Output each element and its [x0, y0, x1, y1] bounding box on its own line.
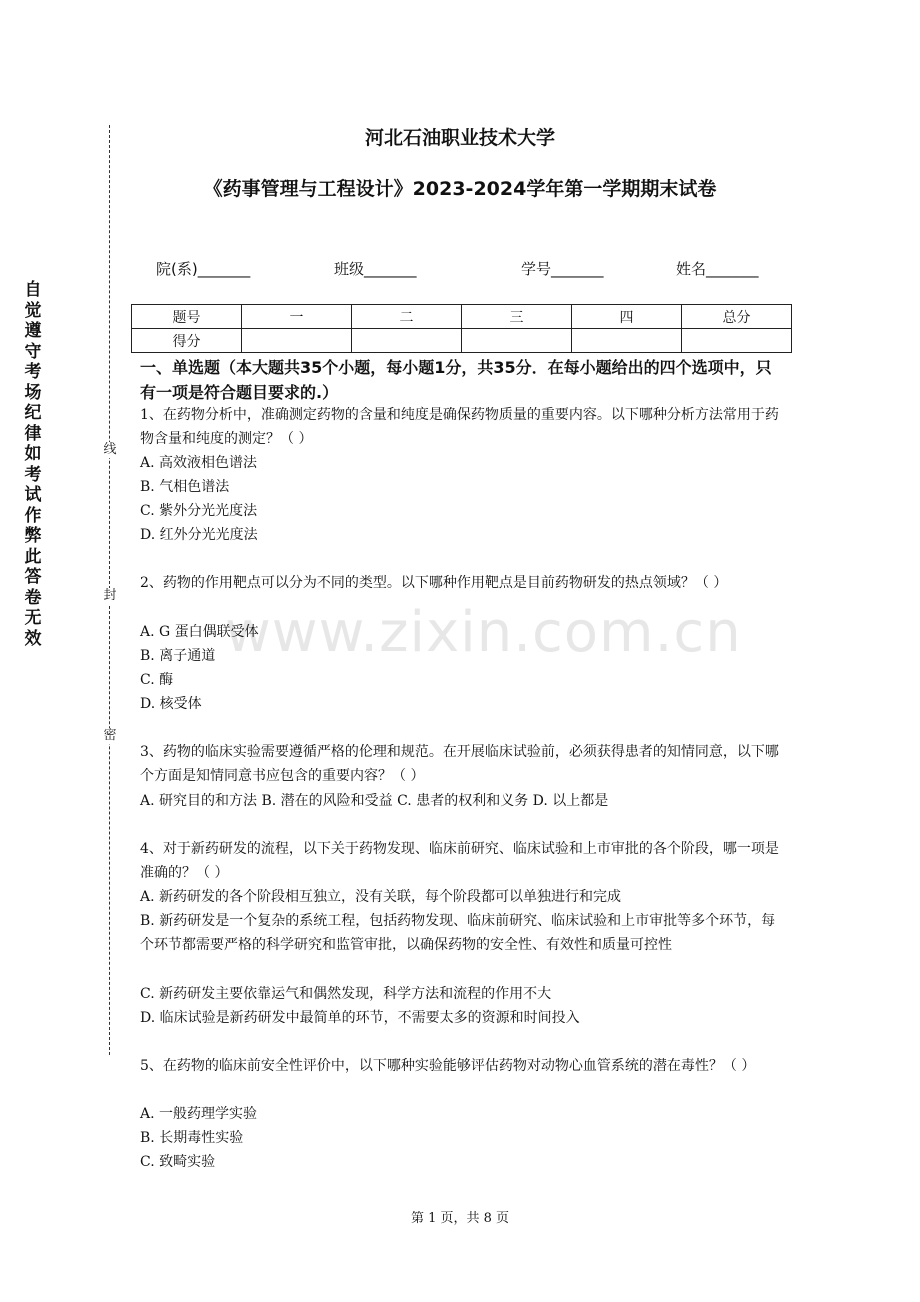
- question-2-stem: 2、药物的作用靶点可以分为不同的类型。以下哪种作用靶点是目前药物研发的热点领域？（ ）: [140, 575, 728, 591]
- question-5-stem: 5、在药物的临床前安全性评价中，以下哪种实验能够评估药物对动物心血管系统的潜在毒性？（ ）: [140, 1058, 756, 1074]
- question-4-option-c: C. 新药研发主要依靠运气和偶然发现，科学方法和流程的作用不大: [140, 986, 552, 1002]
- warning-char: 觉: [24, 300, 42, 321]
- exam-discipline-warning: [22, 280, 44, 649]
- question-2-option-c: C. 酶: [140, 672, 174, 688]
- section-heading: 一、单选题（本大题共35个小题，每小题1分，共35分．在每小题给出的四个选项中，只有一项是符合题目要求的.）: [140, 358, 772, 402]
- question-2-option-a: A. G 蛋白偶联受体: [140, 624, 259, 640]
- question-3-options: A. 研究目的和方法 B. 潜在的风险和受益 C. 患者的权利和义务 D. 以上都是: [140, 793, 609, 809]
- score-table: [131, 304, 792, 353]
- page-number: 第 1 页，共 8 页: [410, 1211, 510, 1226]
- exam-title: 《药事管理与工程设计》2023-2024学年第一学期期末试卷: [203, 178, 717, 200]
- question-5-option-b: B. 长期毒性实验: [140, 1130, 244, 1146]
- question-5-option-c: C. 致畸实验: [140, 1154, 216, 1170]
- score-input-cell[interactable]: [572, 329, 682, 353]
- warning-char: 答: [24, 567, 42, 587]
- binding-label-seal: 封: [103, 588, 117, 603]
- warning-char: 此: [24, 546, 42, 567]
- table-cell: 总分: [682, 305, 792, 329]
- table-cell: 一: [242, 305, 352, 329]
- score-input-cell[interactable]: [462, 329, 572, 353]
- question-4-stem: 4、对于新药研发的流程，以下关于药物发现、临床前研究、临床试验和上市审批的各个阶段，哪一项是准确的？（ ）: [140, 841, 779, 881]
- warning-char: 卷: [24, 587, 42, 608]
- score-input-cell[interactable]: [682, 329, 792, 353]
- table-cell: 二: [352, 305, 462, 329]
- warning-char: 作: [24, 505, 42, 526]
- question-5-option-a: A. 一般药理学实验: [140, 1106, 258, 1122]
- warning-char: 无: [24, 608, 42, 628]
- warning-char: 考: [24, 464, 42, 485]
- warning-char: 考: [24, 362, 42, 382]
- score-table-header-row: [132, 305, 792, 329]
- score-input-cell[interactable]: [352, 329, 462, 353]
- table-cell: 题号: [132, 305, 242, 329]
- binding-label-line: 线: [103, 442, 117, 457]
- question-1-option-c: C. 紫外分光光度法: [140, 503, 258, 519]
- warning-char: 试: [24, 485, 42, 505]
- question-2-option-b: B. 离子通道: [140, 648, 216, 664]
- question-1-option-d: D. 红外分光光度法: [140, 527, 258, 543]
- question-1-option-a: A. 高效液相色谱法: [140, 455, 258, 471]
- watermark: www.zixin.com.cn: [225, 600, 742, 665]
- warning-char: 效: [24, 628, 42, 649]
- table-cell: 得分: [132, 329, 242, 353]
- class-field: 班级_______: [334, 260, 417, 278]
- warning-char: 律: [24, 423, 42, 444]
- warning-char: 守: [24, 341, 42, 362]
- table-cell: 四: [572, 305, 682, 329]
- student-id-field: 学号_______: [521, 260, 604, 278]
- binding-label-secret: 密: [103, 728, 117, 743]
- warning-char: 自: [24, 280, 42, 300]
- department-field: 院(系)_______: [156, 260, 251, 278]
- score-table-score-row: [132, 329, 792, 353]
- warning-char: 纪: [24, 403, 42, 423]
- warning-char: 场: [24, 382, 42, 403]
- question-2-option-d: D. 核受体: [140, 696, 202, 712]
- warning-char: 如: [24, 444, 42, 464]
- name-field: 姓名_______: [676, 260, 759, 278]
- question-4-option-b: B. 新药研发是一个复杂的系统工程，包括药物发现、临床前研究、临床试验和上市审批等多个环节，每个环节都需要严格的科学研究和监管审批，以确保药物的安全性、有效性和质量可控性: [140, 913, 776, 953]
- warning-char: 遵: [24, 321, 42, 341]
- table-cell: 三: [462, 305, 572, 329]
- question-1-stem: 1、在药物分析中，准确测定药物的含量和纯度是确保药物质量的重要内容。以下哪种分析方法常用于药物含量和纯度的测定？（ ）: [140, 407, 779, 447]
- question-4-option-d: D. 临床试验是新药研发中最简单的环节，不需要太多的资源和时间投入: [140, 1010, 580, 1026]
- score-input-cell[interactable]: [242, 329, 352, 353]
- question-1-option-b: B. 气相色谱法: [140, 479, 230, 495]
- question-3-stem: 3、药物的临床实验需要遵循严格的伦理和规范。在开展临床试验前，必须获得患者的知情同意，以下哪个方面是知情同意书应包含的重要内容？（ ）: [140, 744, 779, 784]
- question-4-option-a: A. 新药研发的各个阶段相互独立，没有关联，每个阶段都可以单独进行和完成: [140, 889, 622, 905]
- warning-char: 弊: [24, 526, 42, 546]
- school-name: 河北石油职业技术大学: [364, 127, 555, 149]
